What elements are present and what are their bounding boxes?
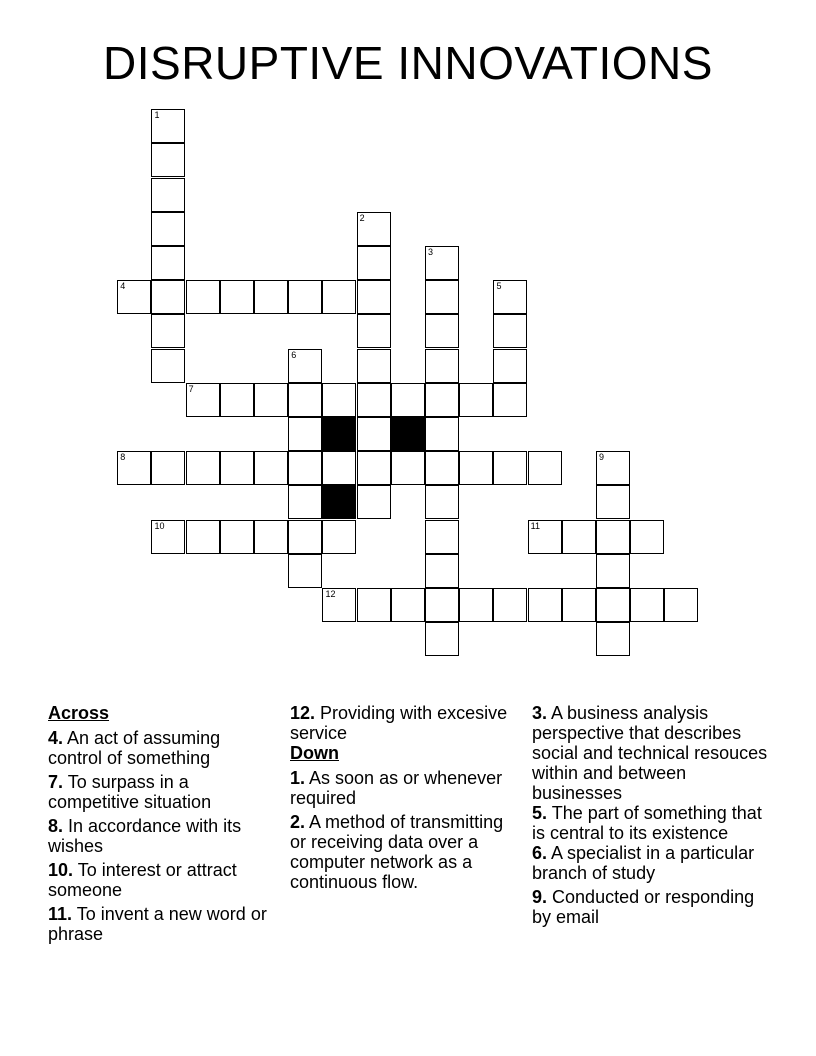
grid-cell[interactable] — [596, 451, 630, 485]
clue-text: A specialist in a particular branch of study — [532, 843, 755, 883]
clue-text: The part of something that is central to its existence — [532, 803, 762, 843]
clue-text: To interest or attract someone — [48, 860, 237, 900]
clue-number: 5. — [532, 803, 548, 823]
grid-cell[interactable] — [322, 383, 356, 417]
clue-number: 6. — [532, 843, 548, 863]
clue-across-7 — [48, 772, 278, 812]
grid-cell[interactable] — [288, 520, 322, 554]
grid-cell[interactable] — [562, 520, 596, 554]
clue-number: 2. — [290, 812, 306, 832]
clue-column-1 — [48, 703, 278, 948]
grid-cell[interactable] — [357, 280, 391, 314]
clue-text: To invent a new word or phrase — [48, 904, 267, 944]
grid-cell[interactable] — [425, 417, 459, 451]
grid-cell[interactable] — [288, 554, 322, 588]
grid-cell[interactable] — [186, 280, 220, 314]
cell-number: 11 — [530, 520, 540, 531]
clue-number: 7. — [48, 772, 64, 792]
grid-cell[interactable] — [425, 280, 459, 314]
grid-cell[interactable] — [357, 451, 391, 485]
grid-cell[interactable] — [596, 588, 630, 622]
puzzle-title: DISRUPTIVE INNOVATIONS — [103, 37, 713, 89]
clue-column-3 — [532, 703, 772, 931]
grid-cell[interactable] — [459, 588, 493, 622]
clue-down-1 — [290, 768, 520, 808]
clue-column-2 — [290, 703, 520, 896]
grid-cell[interactable] — [357, 383, 391, 417]
clue-down-6 — [532, 843, 772, 883]
cell-number: 6 — [291, 349, 297, 360]
clue-across-4 — [48, 728, 278, 768]
grid-cell[interactable] — [220, 520, 254, 554]
grid-cell[interactable] — [151, 143, 185, 177]
grid-cell[interactable] — [220, 383, 254, 417]
grid-cell[interactable] — [151, 349, 185, 383]
grid-cell[interactable] — [425, 485, 459, 519]
clue-text: Providing with excesive service — [290, 703, 508, 743]
grid-cell[interactable] — [254, 383, 288, 417]
grid-cell[interactable] — [391, 383, 425, 417]
grid-cell[interactable] — [151, 314, 185, 348]
grid-cell[interactable] — [528, 588, 562, 622]
grid-cell[interactable] — [425, 246, 459, 280]
grid-cell[interactable] — [151, 212, 185, 246]
clue-text: Conducted or responding by email — [532, 887, 755, 927]
grid-cell[interactable] — [528, 520, 562, 554]
clue-number: 12. — [290, 703, 316, 723]
grid-cell[interactable] — [151, 246, 185, 280]
grid-cell[interactable] — [322, 520, 356, 554]
grid-cell[interactable] — [186, 451, 220, 485]
clue-number: 11. — [48, 904, 73, 924]
grid-cell[interactable] — [357, 417, 391, 451]
grid-cell[interactable] — [254, 451, 288, 485]
cell-number: 12 — [325, 589, 336, 600]
grid-cell[interactable] — [596, 485, 630, 519]
grid-cell[interactable] — [425, 622, 459, 656]
cell-number: 7 — [188, 383, 194, 394]
grid-cell[interactable] — [151, 109, 185, 143]
clue-number: 4. — [48, 728, 64, 748]
black-square — [391, 417, 425, 451]
clue-down-5 — [532, 803, 772, 843]
grid-cell[interactable] — [425, 588, 459, 622]
grid-cell[interactable] — [493, 383, 527, 417]
clue-across-12 — [290, 703, 520, 743]
grid-cell[interactable] — [288, 485, 322, 519]
clue-text: A business analysis perspective that describes social and technical resouces within and between businesses — [532, 703, 768, 803]
grid-cell[interactable] — [425, 520, 459, 554]
grid-cell[interactable] — [357, 314, 391, 348]
grid-cell[interactable] — [322, 451, 356, 485]
grid-cell[interactable] — [357, 246, 391, 280]
black-square — [322, 417, 356, 451]
grid-cell[interactable] — [630, 520, 664, 554]
grid-cell[interactable] — [459, 451, 493, 485]
clue-down-3 — [532, 703, 772, 803]
clue-text: A method of transmitting or receiving data over a computer network as a continuous flow. — [290, 812, 504, 892]
black-square — [322, 485, 356, 519]
clue-number: 10. — [48, 860, 74, 880]
cell-number: 10 — [154, 520, 165, 531]
grid-cell[interactable] — [493, 314, 527, 348]
grid-cell[interactable] — [493, 451, 527, 485]
grid-cell[interactable] — [493, 588, 527, 622]
clue-text: To surpass in a competitive situation — [48, 772, 212, 812]
grid-cell[interactable] — [117, 280, 151, 314]
cell-number: 5 — [496, 281, 502, 292]
clue-number: 9. — [532, 887, 548, 907]
grid-cell[interactable] — [425, 383, 459, 417]
across-heading: Across — [48, 703, 110, 723]
grid-cell[interactable] — [562, 588, 596, 622]
grid-cell[interactable] — [322, 588, 356, 622]
clue-down-9 — [532, 887, 772, 927]
clue-across-8 — [48, 816, 278, 856]
grid-cell[interactable] — [528, 451, 562, 485]
clue-text: An act of assuming control of something — [48, 728, 221, 768]
clue-text: As soon as or whenever required — [290, 768, 503, 808]
clue-number: 3. — [532, 703, 548, 723]
grid-cell[interactable] — [425, 554, 459, 588]
grid-cell[interactable] — [391, 588, 425, 622]
cell-number: 2 — [359, 212, 365, 223]
grid-cell[interactable] — [630, 588, 664, 622]
grid-cell[interactable] — [254, 520, 288, 554]
grid-cell[interactable] — [117, 451, 151, 485]
grid-cell[interactable] — [493, 349, 527, 383]
grid-cell[interactable] — [288, 451, 322, 485]
grid-cell[interactable] — [357, 588, 391, 622]
cell-number: 3 — [428, 247, 434, 258]
down-heading: Down — [290, 743, 339, 763]
grid-cell[interactable] — [288, 280, 322, 314]
grid-cell[interactable] — [220, 280, 254, 314]
clue-down-2 — [290, 812, 520, 892]
grid-cell[interactable] — [391, 451, 425, 485]
grid-cell[interactable] — [425, 451, 459, 485]
grid-cell[interactable] — [596, 554, 630, 588]
grid-cell[interactable] — [357, 349, 391, 383]
cell-number: 1 — [154, 110, 160, 121]
grid-cell[interactable] — [664, 588, 698, 622]
grid-cell[interactable] — [425, 314, 459, 348]
grid-cell[interactable] — [425, 349, 459, 383]
clue-text: In accordance with its wishes — [48, 816, 242, 856]
grid-cell[interactable] — [186, 383, 220, 417]
grid-cell[interactable] — [288, 417, 322, 451]
grid-cell[interactable] — [220, 451, 254, 485]
grid-cell[interactable] — [322, 280, 356, 314]
clue-number: 8. — [48, 816, 64, 836]
grid-cell[interactable] — [288, 383, 322, 417]
grid-cell[interactable] — [151, 451, 185, 485]
grid-cell[interactable] — [254, 280, 288, 314]
grid-cell[interactable] — [596, 520, 630, 554]
grid-cell[interactable] — [151, 280, 185, 314]
grid-cell[interactable] — [493, 280, 527, 314]
grid-cell[interactable] — [357, 485, 391, 519]
grid-cell[interactable] — [596, 622, 630, 656]
cell-number: 9 — [599, 452, 605, 463]
clue-across-10 — [48, 860, 278, 900]
grid-cell[interactable] — [151, 178, 185, 212]
grid-cell[interactable] — [151, 520, 185, 554]
grid-cell[interactable] — [357, 212, 391, 246]
clue-number: 1. — [290, 768, 306, 788]
cell-number: 8 — [120, 452, 126, 463]
grid-cell[interactable] — [186, 520, 220, 554]
clue-across-11 — [48, 904, 278, 944]
grid-cell[interactable] — [459, 383, 493, 417]
grid-cell[interactable] — [288, 349, 322, 383]
cell-number: 4 — [120, 281, 126, 292]
